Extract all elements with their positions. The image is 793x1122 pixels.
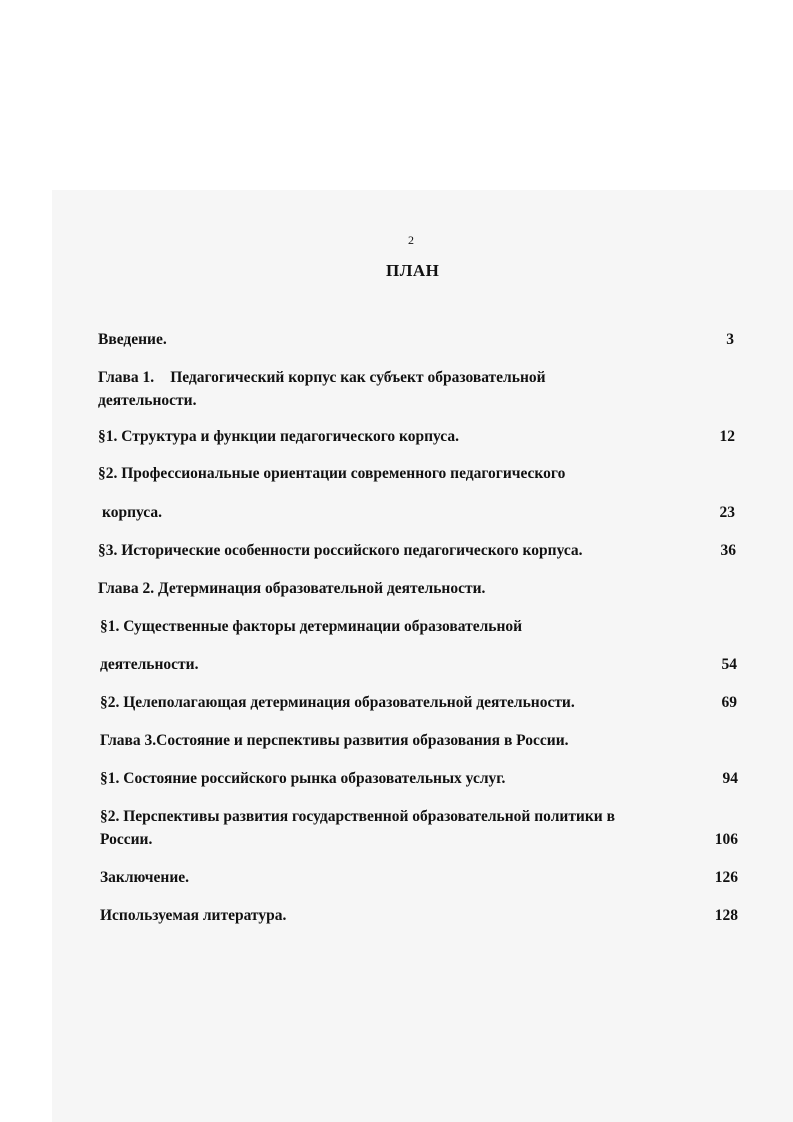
toc-ch3-section-1-page: 94: [722, 770, 738, 787]
toc-ch1-section-3-page: 36: [720, 542, 736, 559]
toc-ch1-section-1: §1. Структура и функции педагогического корпуса.: [98, 428, 459, 445]
toc-chapter-1-label: Глава 1.: [98, 369, 155, 386]
toc-ch2-section-2-page: 69: [721, 694, 737, 711]
page-title: ПЛАН: [386, 261, 440, 280]
toc-conclusion-page: 126: [714, 869, 738, 886]
toc-ch2-section-1: §1. Существенные факторы детерминации образовательной: [100, 618, 523, 635]
toc-ch1-section-2: §2. Профессиональные ориентации современного педагогического: [98, 465, 566, 482]
toc-intro-page: 3: [726, 331, 734, 348]
toc-chapter-1-title-cont: деятельности.: [98, 392, 197, 409]
toc-ch1-section-1-page: 12: [719, 428, 735, 445]
toc-ch2-section-1-page: 54: [721, 656, 737, 673]
toc-ch1-section-3: §3. Исторические особенности российского педагогического корпуса.: [98, 542, 583, 559]
toc-chapter-3: Глава 3.Состояние и перспективы развития образования в России.: [100, 732, 569, 749]
toc-chapter-2: Глава 2. Детерминация образовательной деятельности.: [98, 580, 486, 597]
toc-ch3-section-2-page: 106: [714, 831, 738, 848]
toc-ch3-section-2-cont: России.: [100, 831, 153, 848]
toc-intro: Введение.: [98, 331, 167, 348]
toc-literature-page: 128: [714, 907, 738, 924]
toc-ch3-section-1: §1. Состояние российского рынка образовательных услуг.: [100, 770, 506, 787]
toc-ch3-section-2: §2. Перспективы развития государственной образовательной политики в: [100, 808, 615, 825]
toc-conclusion: Заключение.: [100, 869, 190, 886]
toc-chapter-1: [98, 369, 546, 387]
toc-chapter-1-title: Педагогический корпус как субъект образовательной: [170, 369, 546, 386]
toc-ch1-section-2-page: 23: [719, 504, 735, 521]
page-number: 2: [408, 233, 414, 247]
toc-ch2-section-1-cont: деятельности.: [100, 656, 199, 673]
toc-ch1-section-2-cont: корпуса.: [102, 504, 162, 521]
toc-literature: Используемая литература.: [100, 907, 287, 924]
toc-ch2-section-2: §2. Целеполагающая детерминация образовательной деятельности.: [100, 694, 575, 711]
